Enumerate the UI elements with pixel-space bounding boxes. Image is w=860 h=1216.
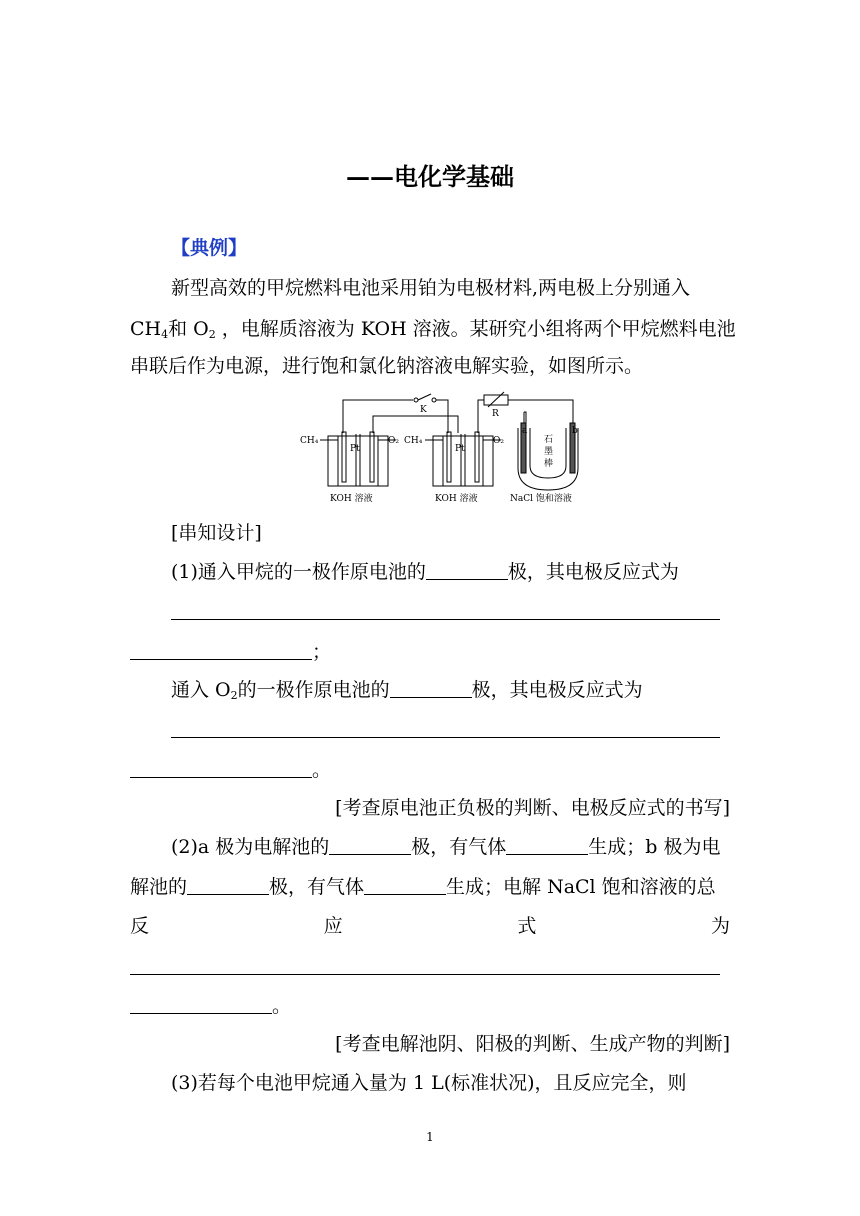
answer-blank[interactable] — [364, 874, 446, 895]
electrode-b-label: b — [572, 426, 578, 436]
q1-line-3: ； — [130, 639, 730, 665]
cell1-electrode: Pt — [350, 444, 360, 454]
resistor-label: R — [492, 409, 499, 419]
answer-blank[interactable] — [130, 639, 312, 660]
q1-line-6: 。 — [130, 757, 730, 783]
circuit-figure — [298, 388, 594, 508]
cell1-left-gas: CH₄ — [300, 436, 319, 446]
answer-blank[interactable] — [506, 834, 588, 855]
cell2-right-gas: O₂ — [493, 436, 504, 446]
switch-label: K — [420, 405, 427, 415]
q1-note: [考查原电池正负极的判断、电极反应式的书写] — [335, 797, 730, 819]
rod-label-1: 石 — [544, 435, 554, 445]
answer-blank[interactable] — [426, 559, 508, 580]
cell2-electrode: Pt — [455, 444, 465, 454]
q1-line-1: (1)通入甲烷的一极作原电池的 极，其电极反应式为 — [171, 561, 679, 583]
page-title: ——电化学基础 — [346, 162, 514, 191]
intro-line-3: 串联后作为电源，进行饱和氯化钠溶液电解实验，如图所示。 — [130, 355, 644, 377]
intro-line-1: 新型高效的甲烷燃料电池采用铂为电极材料,两电极上分别通入 — [171, 277, 691, 299]
cell1-right-gas: O₂ — [388, 436, 399, 446]
electrolyzer-caption: NaCl 饱和溶液 — [510, 494, 572, 504]
design-label: [串知设计] — [171, 522, 262, 544]
q2-line-1: (2)a 极为电解池的 极，有气体 生成；b 极为电 — [171, 836, 721, 858]
electrode-a-label: a — [522, 426, 528, 436]
section-label: 【典例】 — [171, 237, 248, 259]
intro-line-2: $CH_4$和 $O_2$ ，电解质溶液为 KOH 溶液。某研究小组将两个甲烷燃料电池 — [130, 318, 736, 341]
cell2-left-gas: CH₄ — [404, 436, 423, 446]
q3-line-1: (3)若每个电池甲烷通入量为 1 L(标准状况)，且反应完全，则 — [171, 1072, 687, 1094]
q2-line-3: 反 应 式 为 — [130, 915, 730, 937]
answer-line[interactable] — [130, 974, 720, 975]
cell1-caption: KOH 溶液 — [330, 494, 373, 504]
answer-line[interactable] — [171, 737, 720, 738]
answer-blank[interactable] — [130, 993, 272, 1014]
rod-label-2: 墨 — [544, 447, 554, 457]
q2-line-5: 。 — [130, 993, 730, 1019]
answer-blank[interactable] — [390, 677, 472, 698]
q2-line-2: 解池的 极，有气体 生成；电解 NaCl 饱和溶液的总 — [130, 876, 716, 898]
answer-line[interactable] — [171, 619, 720, 620]
rod-label-3: 棒 — [544, 459, 554, 469]
answer-blank[interactable] — [187, 874, 269, 895]
q1-line-4: 通入 $O_2$的一极作原电池的 极，其电极反应式为 — [171, 679, 643, 702]
q2-note: [考查电解池阴、阳极的判断、生成产物的判断] — [335, 1033, 730, 1055]
answer-blank[interactable] — [130, 757, 312, 778]
cell2-caption: KOH 溶液 — [435, 494, 478, 504]
page-number: 1 — [426, 1130, 434, 1144]
answer-blank[interactable] — [329, 834, 411, 855]
